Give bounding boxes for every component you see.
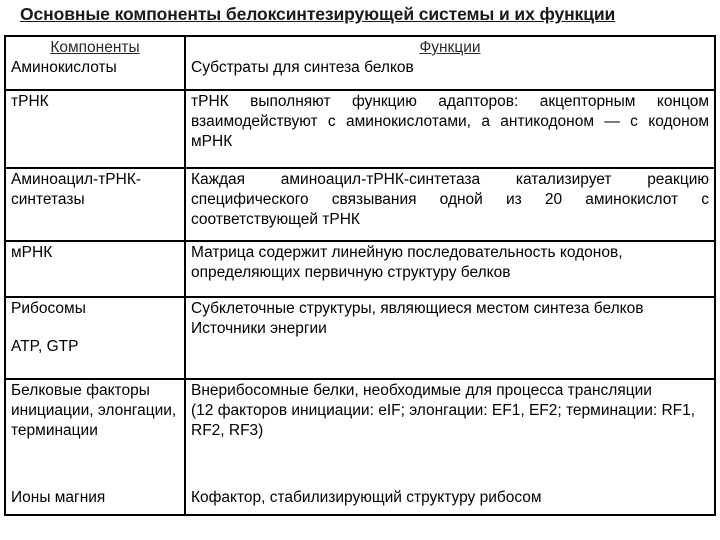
component-label: Белковые факторы инициации, элонгации, терминации xyxy=(5,379,185,487)
component-label: Рибосомы xyxy=(11,300,86,317)
function-text: тРНК выполняют функцию адапторов: акцепторным концом взаимодействуют с аминокислотами, а антикодоном — с кодоном мРНК xyxy=(185,90,715,168)
column-header-functions: Функции xyxy=(419,39,481,56)
function-text: Источники энергии xyxy=(191,320,327,337)
component-label: Аминокислоты xyxy=(11,59,117,76)
component-label: мРНК xyxy=(5,241,185,297)
component-label: Аминоацил-тРНК-синтетазы xyxy=(5,168,185,241)
function-text: Матрица содержит линейную последовательность кодонов, определяющих первичную структуру белков xyxy=(185,241,715,297)
component-label: тРНК xyxy=(5,90,185,168)
table-cell xyxy=(185,297,715,379)
table-row xyxy=(5,36,715,90)
function-text: Внерибосомные белки, необходимые для процесса трансляции xyxy=(191,382,652,399)
function-text: (12 факторов инициации: eIF; элонгации: EF1, EF2; терминации: RF1, RF2, RF3) xyxy=(191,402,696,439)
component-label: ATP, GTP xyxy=(11,338,79,355)
function-text: Кофактор, стабилизирующий структуру рибосом xyxy=(185,487,715,515)
table-row xyxy=(5,241,715,297)
table-cell xyxy=(185,36,715,90)
table-row xyxy=(5,297,715,379)
table-row xyxy=(5,168,715,241)
components-table xyxy=(4,35,716,516)
table-row xyxy=(5,487,715,515)
table-row xyxy=(5,379,715,487)
function-text: Субстраты для синтеза белков xyxy=(191,59,414,76)
table-cell xyxy=(185,379,715,487)
page-title: Основные компоненты белоксинтезирующей системы и их функции xyxy=(20,4,616,24)
table-cell xyxy=(5,297,185,379)
component-label: Ионы магния xyxy=(5,487,185,515)
column-header-components: Компоненты xyxy=(50,39,140,56)
table-row xyxy=(5,90,715,168)
table-cell xyxy=(5,36,185,90)
function-text: Каждая аминоацил-тРНК-синтетаза катализирует реакцию специфического связывания одной из 20 аминокислот с соответствующей тРНК xyxy=(185,168,715,241)
function-text: Субклеточные структуры, являющиеся местом синтеза белков xyxy=(191,300,644,317)
